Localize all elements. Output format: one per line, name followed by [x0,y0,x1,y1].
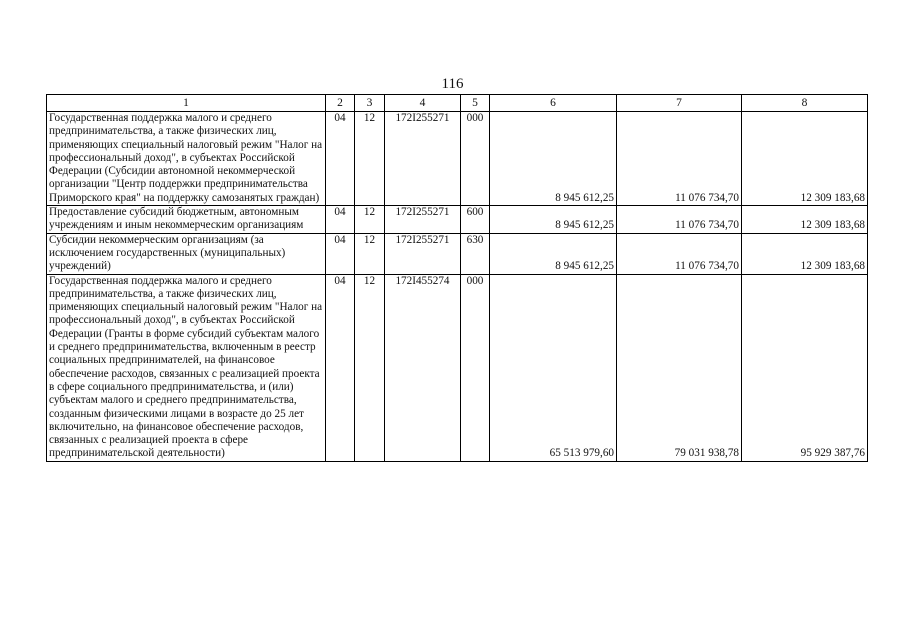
page-number: 116 [441,76,464,92]
target-article-code: 172I255271 [385,206,461,234]
section-code: 04 [326,112,355,206]
amount-column-7: 11 076 734,70 [617,233,742,274]
subsection-code: 12 [355,206,385,234]
target-article-code: 172I255271 [385,112,461,206]
row-description: Государственная поддержка малого и среднего предпринимательства, а также физических лиц, применяющих специальный налоговый режим "Налог на профессиональный доход", в субъектах Российской Федерации (Субсидии автономной некоммерческой организации "Центр поддержки предпринимательства Приморского края" на поддержку самозанятых граждан) [47,112,326,206]
column-number-row [47,95,868,112]
column-header-4: 4 [385,95,461,112]
section-code: 04 [326,274,355,461]
column-header-8: 8 [742,95,868,112]
amount-column-7: 79 031 938,78 [617,274,742,461]
column-header-2: 2 [326,95,355,112]
section-code: 04 [326,206,355,234]
column-header-3: 3 [355,95,385,112]
expense-type-code: 000 [461,274,490,461]
amount-column-6: 8 945 612,25 [490,112,617,206]
subsection-code: 12 [355,233,385,274]
row-description: Предоставление субсидий бюджетным, автономным учреждениям и иным некоммерческим организациям [47,206,326,234]
section-code: 04 [326,233,355,274]
expense-type-code: 000 [461,112,490,206]
column-header-6: 6 [490,95,617,112]
amount-column-8: 12 309 183,68 [742,233,868,274]
amount-column-7: 11 076 734,70 [617,206,742,234]
table-row [47,274,868,461]
subsection-code: 12 [355,274,385,461]
table-row [47,206,868,234]
expense-type-code: 630 [461,233,490,274]
amount-column-6: 65 513 979,60 [490,274,617,461]
subsection-code: 12 [355,112,385,206]
column-header-5: 5 [461,95,490,112]
table-row [47,233,868,274]
table-row [47,112,868,206]
amount-column-6: 8 945 612,25 [490,206,617,234]
row-description: Государственная поддержка малого и среднего предпринимательства, а также физических лиц, применяющих специальный налоговый режим "Налог на профессиональный доход", в субъектах Российской Федерации (Гранты в форме субсидий субъектам малого и среднего предпринимательства, включенным в реестр социальных предпринимателей, на финансовое обеспечение расходов, связанных с реализацией проекта в сфере социального предпринимательства, и (или) субъектам малого и среднего предпринимательства, созданным физическими лицами в возрасте до 25 лет включительно, на финансовое обеспечение расходов, связанных с реализацией проекта в сфере предпринимательской деятельности) [47,274,326,461]
row-description: Субсидии некоммерческим организациям (за исключением государственных (муниципальных) учреждений) [47,233,326,274]
amount-column-8: 12 309 183,68 [742,112,868,206]
expense-type-code: 600 [461,206,490,234]
amount-column-8: 95 929 387,76 [742,274,868,461]
amount-column-6: 8 945 612,25 [490,233,617,274]
target-article-code: 172I255271 [385,233,461,274]
target-article-code: 172I455274 [385,274,461,461]
column-header-7: 7 [617,95,742,112]
amount-column-8: 12 309 183,68 [742,206,868,234]
column-header-1: 1 [47,95,326,112]
amount-column-7: 11 076 734,70 [617,112,742,206]
budget-table [46,94,868,462]
